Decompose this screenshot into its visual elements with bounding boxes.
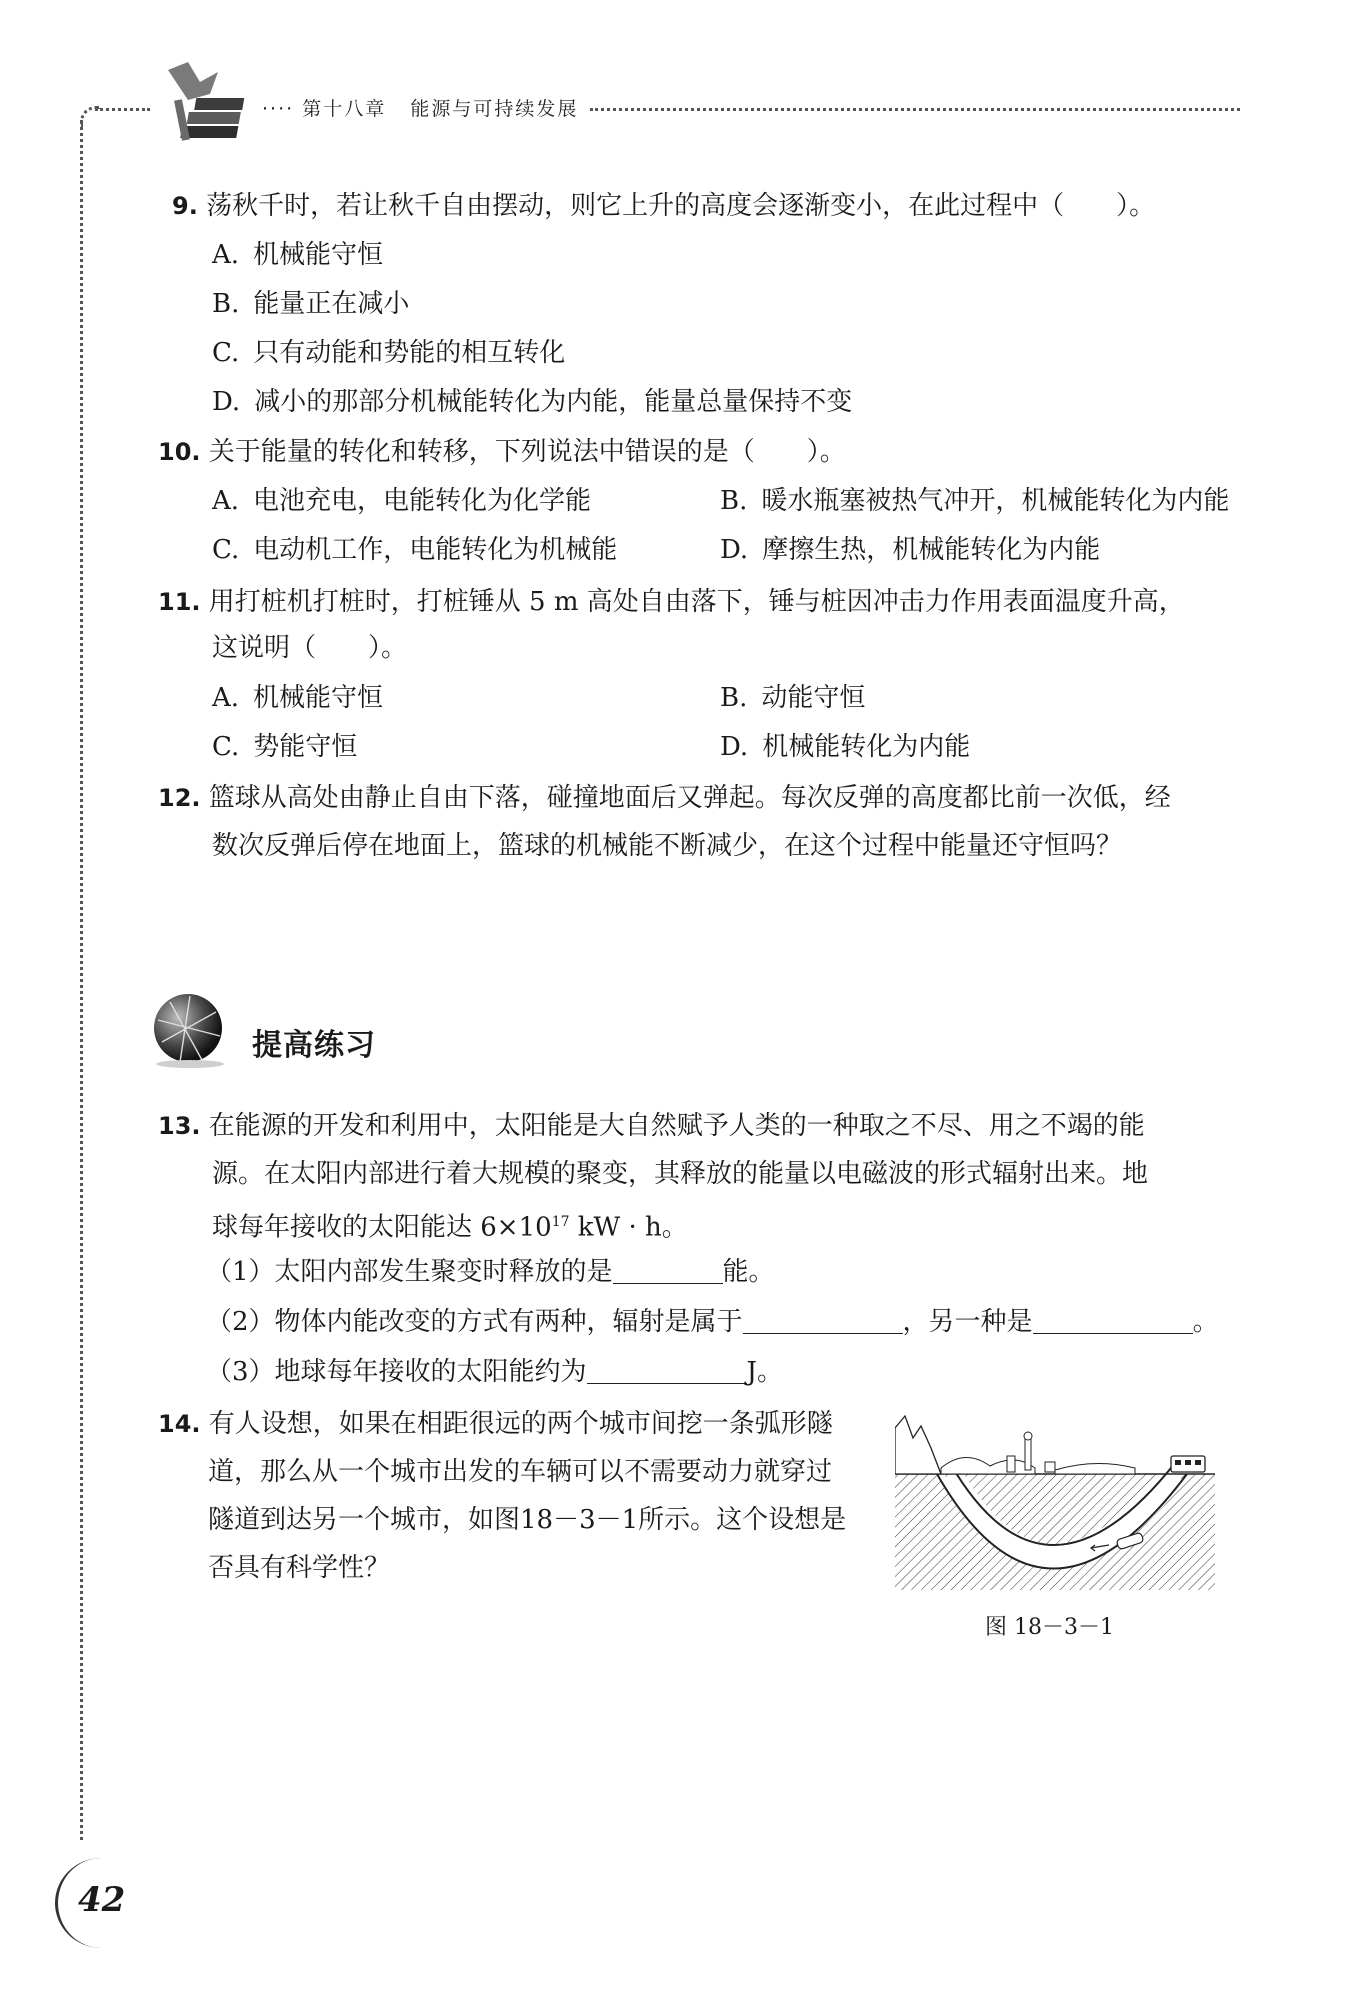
globe-icon xyxy=(150,990,230,1070)
question-text: 篮球从高处由静止自由下落，碰撞地面后又弹起。每次反弹的高度都比前一次低，经 xyxy=(208,783,1171,813)
question-14-line3: 隧道到达另一个城市，如图18－3－1所示。这个设想是 xyxy=(208,1505,847,1535)
question-9 xyxy=(172,186,1155,226)
question-number: 13. xyxy=(158,1112,201,1140)
subquestion-3: （3）地球每年接收的太阳能约为 J。 xyxy=(206,1352,783,1392)
header-dots-left xyxy=(95,108,150,111)
tunnel-figure xyxy=(895,1408,1215,1590)
question-11 xyxy=(158,582,1185,622)
question-text: 关于能量的转化和转移，下列说法中错误的是（ ）。 xyxy=(208,437,846,467)
option-d: D. 减小的那部分机械能转化为内能，能量总量保持不变 xyxy=(212,387,853,417)
question-14 xyxy=(158,1404,833,1444)
answer-blank[interactable] xyxy=(743,1303,903,1334)
books-logo-icon xyxy=(148,60,268,145)
question-14-line4: 否具有科学性？ xyxy=(208,1553,391,1583)
option-b: B. 动能守恒 xyxy=(720,683,866,713)
question-text: 用打桩机打桩时，打桩锤从 5 m 高处自由落下，锤与桩因冲击力作用表面温度升高， xyxy=(208,587,1185,617)
question-text: 荡秋千时，若让秋千自由摆动，则它上升的高度会逐渐变小，在此过程中（ ）。 xyxy=(206,191,1156,221)
page-number: 42 xyxy=(78,1880,126,1920)
option-b: B. 暖水瓶塞被热气冲开，机械能转化为内能 xyxy=(720,486,1230,516)
question-number: 12. xyxy=(158,784,201,812)
option-d: D. 摩擦生热，机械能转化为内能 xyxy=(720,535,1101,565)
question-text: 有人设想，如果在相距很远的两个城市间挖一条弧形隧 xyxy=(208,1409,833,1439)
question-number: 10. xyxy=(158,438,201,466)
question-text: 在能源的开发和利用中，太阳能是大自然赋予人类的一种取之不尽、用之不竭的能 xyxy=(208,1111,1145,1141)
option-a: A. 电池充电，电能转化为化学能 xyxy=(212,486,592,516)
question-13-line2: 源。在太阳内部进行着大规模的聚变，其释放的能量以电磁波的形式辐射出来。地 xyxy=(212,1159,1149,1189)
question-11-continued: 这说明（ ）。 xyxy=(212,633,408,663)
question-13 xyxy=(158,1106,1145,1146)
answer-blank[interactable] xyxy=(1033,1303,1193,1334)
question-12 xyxy=(158,778,1171,818)
left-border-dotted xyxy=(80,120,83,1840)
option-a: A. 机械能守恒 xyxy=(212,240,384,270)
figure-caption: 图 18－3－1 xyxy=(985,1615,1114,1640)
option-d: D. 机械能转化为内能 xyxy=(720,732,971,762)
option-c: C. 只有动能和势能的相互转化 xyxy=(212,338,566,368)
question-10 xyxy=(158,432,846,472)
question-14-line2: 道，那么从一个城市出发的车辆可以不需要动力就穿过 xyxy=(208,1457,833,1487)
question-13-line3: 球每年接收的太阳能达 $6\times 10^{17}$ kW · h。 xyxy=(212,1212,688,1243)
question-number: 11. xyxy=(158,588,201,616)
header-dots-right xyxy=(590,108,1240,111)
question-number: 14. xyxy=(158,1410,201,1438)
section-title: 提高练习 xyxy=(252,1028,376,1063)
answer-blank[interactable] xyxy=(587,1353,747,1384)
chapter-header: ···· 第十八章 能源与可持续发展 xyxy=(262,98,579,120)
subquestion-2: （2）物体内能改变的方式有两种，辐射是属于 ，另一种是 。 xyxy=(206,1302,1219,1342)
option-c: C. 电动机工作，电能转化为机械能 xyxy=(212,535,618,565)
question-number: 9. xyxy=(172,192,198,220)
subquestion-1: （1）太阳内部发生聚变时释放的是 能。 xyxy=(206,1252,775,1292)
question-12-continued: 数次反弹后停在地面上，篮球的机械能不断减少，在这个过程中能量还守恒吗？ xyxy=(212,831,1123,861)
option-b: B. 能量正在减小 xyxy=(212,289,410,319)
option-a: A. 机械能守恒 xyxy=(212,683,384,713)
answer-blank[interactable] xyxy=(613,1253,723,1284)
option-c: C. 势能守恒 xyxy=(212,732,358,762)
